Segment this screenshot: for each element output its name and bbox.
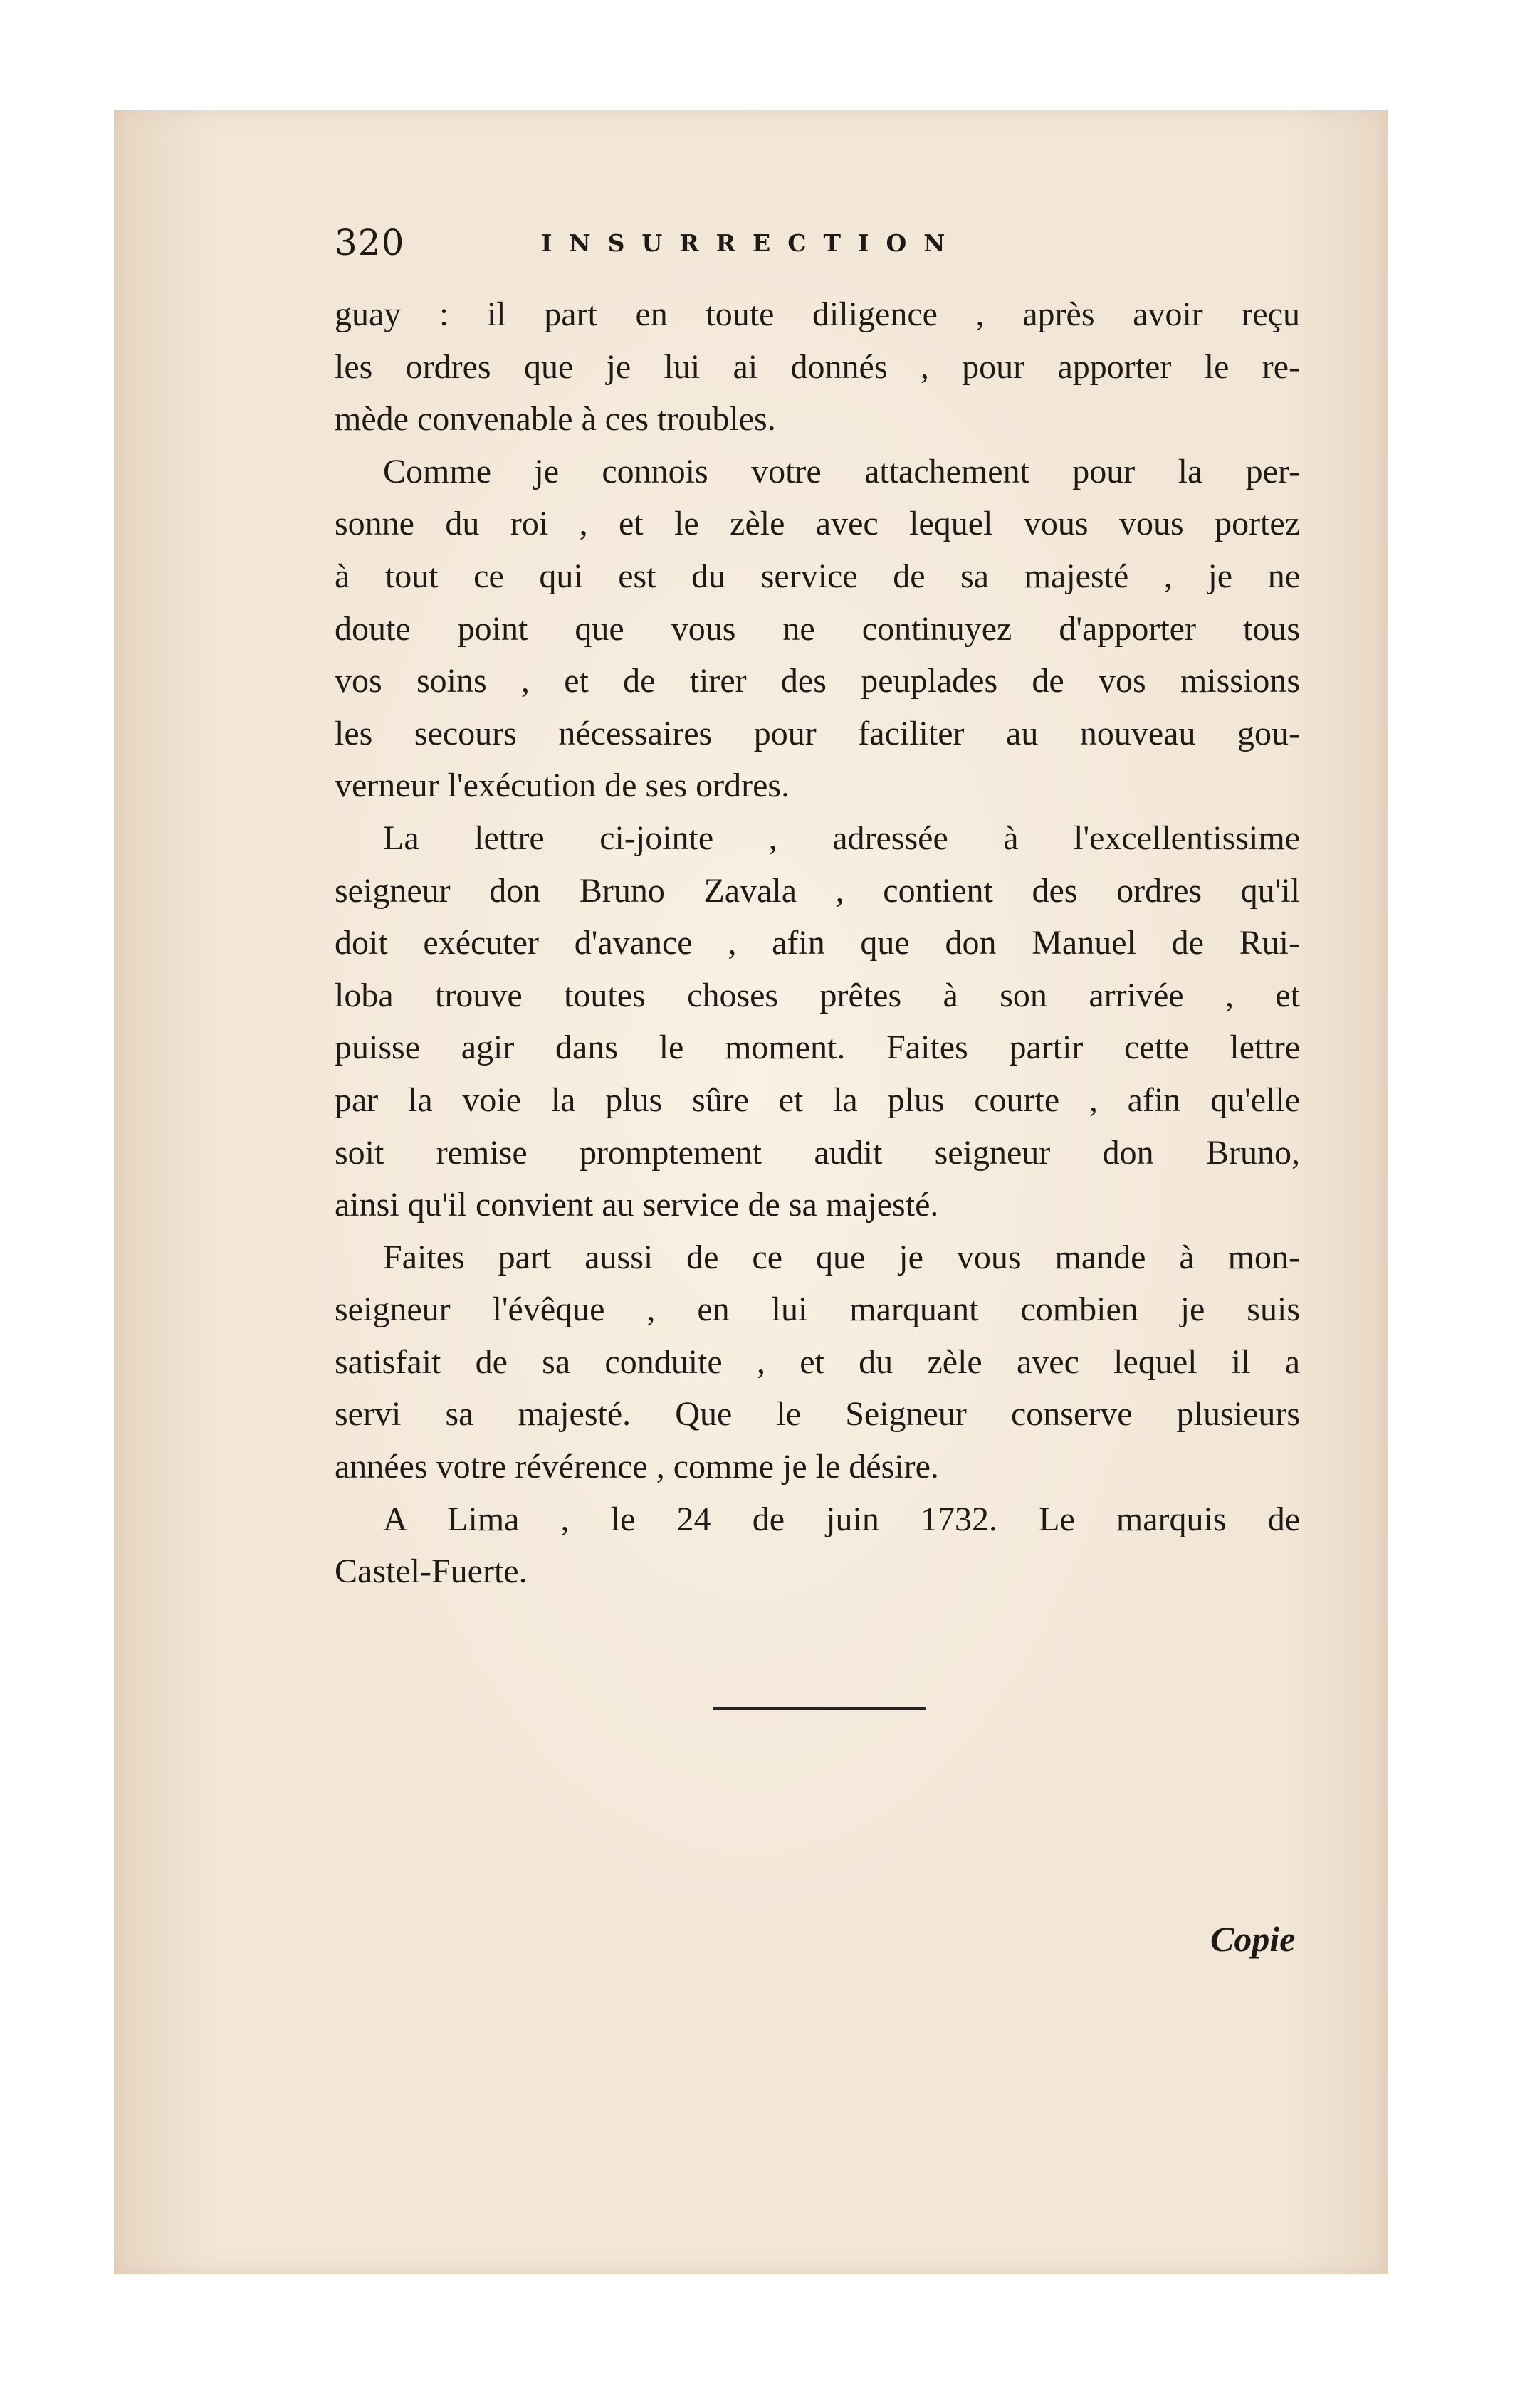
- text-line: par la voie la plus sûre et la plus courte , afin qu'elle: [335, 1081, 1300, 1119]
- text-line: verneur l'exécution de ses ordres.: [335, 767, 790, 805]
- text-line: Faites part aussi de ce que je vous mande à mon-: [383, 1238, 1300, 1276]
- text-line: servi sa majesté. Que le Seigneur conserve plusieurs: [335, 1395, 1300, 1434]
- text-line: Castel-Fuerte.: [335, 1552, 528, 1591]
- text-line: soit remise promptement audit seigneur don Bruno,: [335, 1133, 1300, 1172]
- text-line: loba trouve toutes choses prêtes à son arrivée , et: [335, 976, 1300, 1014]
- text-line: seigneur l'évêque , en lui marquant combien je suis: [335, 1290, 1300, 1329]
- text-line: seigneur don Bruno Zavala , contient des ordres qu'il: [335, 871, 1300, 910]
- page-header: [335, 222, 1300, 265]
- text-line: les ordres que je lui ai donnés , pour apporter le re-: [335, 347, 1300, 386]
- text-line: Comme je connois votre attachement pour la per-: [383, 452, 1300, 490]
- text-line: sonne du roi , et le zèle avec lequel vous vous portez: [335, 505, 1300, 543]
- text-line: La lettre ci-jointe , adressée à l'excellentissime: [383, 819, 1300, 857]
- text-line: les secours nécessaires pour faciliter au nouveau gou-: [335, 714, 1300, 752]
- text-line: années votre révérence , comme je le désire.: [335, 1448, 939, 1486]
- section-rule: [713, 1707, 926, 1710]
- text-line: satisfait de sa conduite , et du zèle avec lequel il a: [335, 1342, 1300, 1381]
- text-line: doit exécuter d'avance , afin que don Manuel de Rui-: [335, 924, 1300, 962]
- text-line: guay : il part en toute diligence , après avoir reçu: [335, 295, 1300, 333]
- running-title: INSURRECTION: [541, 229, 963, 257]
- page-number: 320: [335, 222, 405, 263]
- text-line: à tout ce qui est du service de sa majesté , je ne: [335, 557, 1300, 595]
- text-line: puisse agir dans le moment. Faites partir cette lettre: [335, 1029, 1300, 1067]
- text-line: doute point que vous ne continuyez d'apporter tous: [335, 609, 1300, 648]
- catchword: Copie: [1210, 1919, 1296, 1959]
- text-line: A Lima , le 24 de juin 1732. Le marquis de: [383, 1500, 1300, 1538]
- text-line: vos soins , et de tirer des peuplades de vos missions: [335, 662, 1300, 700]
- page-body: [335, 288, 1300, 1598]
- text-line: ainsi qu'il convient au service de sa majesté.: [335, 1186, 939, 1224]
- text-line: mède convenable à ces troubles.: [335, 400, 776, 438]
